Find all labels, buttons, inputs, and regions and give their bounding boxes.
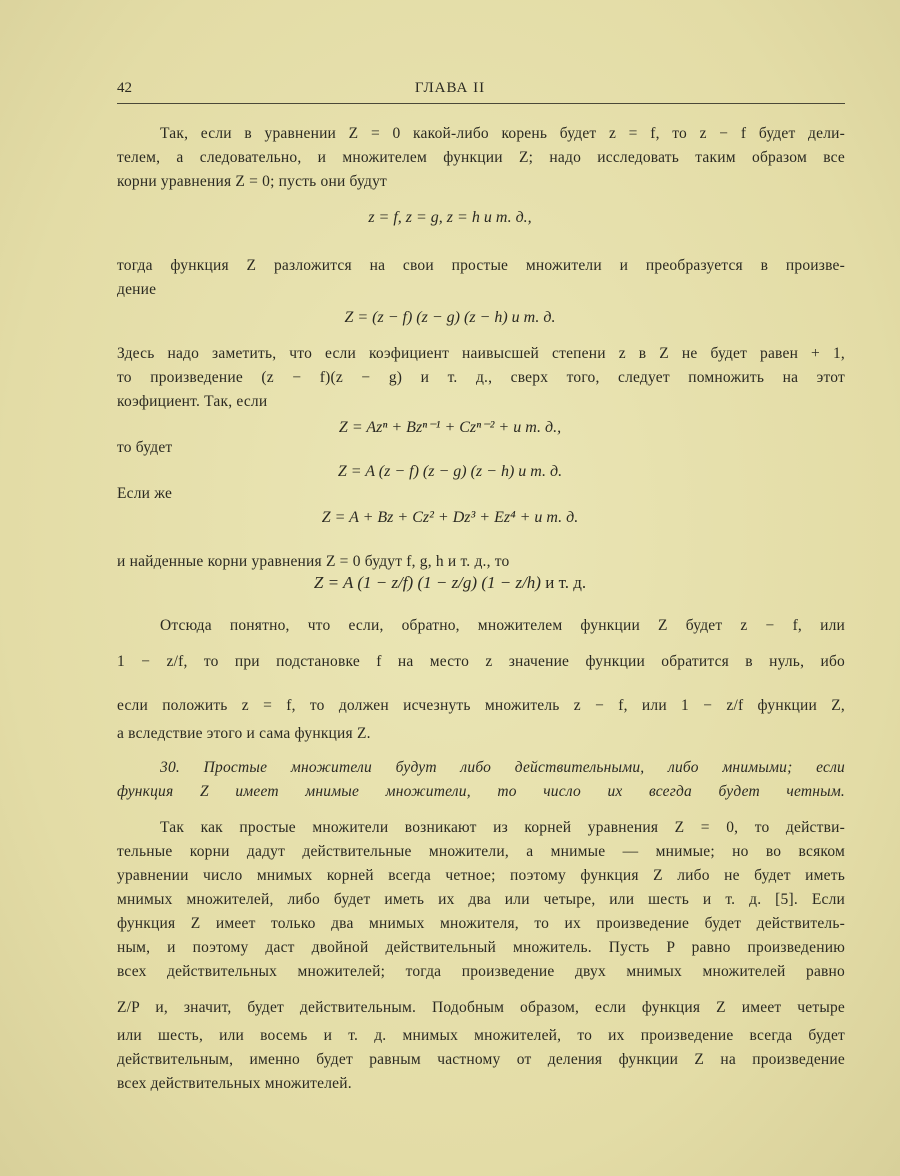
page-number: 42: [117, 80, 132, 96]
text-line: корни уравнения Z = 0; пусть они будут: [117, 173, 388, 190]
text-line: Так, если в уравнении Z = 0 какой-либо корень будет z = f, то z − f будет дели-: [160, 125, 845, 142]
text-line: всех действительных множителей; тогда произведение двух мнимых множителей равно: [117, 963, 845, 980]
text-line: действительным, именно будет равным частному от деления функции Z на произведение: [117, 1051, 845, 1068]
text-line: Если же: [117, 485, 173, 502]
text-line: тогда функция Z разложится на свои простые множители и преобразуется в произве-: [117, 257, 845, 274]
formula: [0, 568, 900, 598]
text-line: и найденные корни уравнения Z = 0 будут f, g, h и т. д., то: [117, 553, 510, 570]
text-line: телем, а следовательно, и множителем функции Z; надо исследовать таким образом все: [117, 149, 845, 166]
text-line: то будет: [117, 439, 173, 456]
formula: Z = A (z − f) (z − g) (z − h) и т. д.: [337, 463, 563, 480]
formula: Z = Azⁿ + Bzⁿ⁻¹ + Czⁿ⁻² + и т. д.,: [338, 419, 562, 436]
text-line: мнимых множителей, либо будет иметь их два или четыре, или шесть и т. д. [5]. Если: [117, 891, 845, 908]
formula: Z = A + Bz + Cz² + Dz³ + Ez⁴ + и т. д.: [321, 509, 579, 526]
formula: z = f, z = g, z = h и т. д.,: [368, 209, 532, 226]
text-line: коэфициент. Так, если: [117, 393, 268, 410]
theorem-line: функция Z имеет мнимые множители, то число их всегда будет четным.: [117, 783, 845, 800]
text-line: дение: [117, 281, 157, 298]
text-line: Здесь надо заметить, что если коэфициент наивысшей степени z в Z не будет равен + 1,: [117, 345, 845, 362]
formula: Z = (z − f) (z − g) (z − h) и т. д.: [344, 309, 556, 326]
text-line: а вследствие этого и сама функция Z.: [117, 725, 371, 742]
text-line: ным, и поэтому даст двойной действительный множитель. Пусть P равно произведению: [117, 939, 845, 956]
text-line: если положить z = f, то должен исчезнуть множитель z − f, или 1 − z/f функции Z,: [117, 697, 845, 714]
text-line: функция Z имеет только два мнимых множителя, то их произведение будет действитель-: [117, 915, 845, 932]
theorem-line: 30. Простые множители будут либо действительными, либо мнимыми; если: [160, 759, 845, 776]
header-rule: [117, 103, 845, 104]
formula-factor: (1 − z/h): [481, 573, 541, 592]
text-line: тельные корни дадут действительные множители, а мнимые — мнимые; но во всяком: [117, 843, 845, 860]
text-line: или шесть, или восемь и т. д. мнимых множителей, то их произведение всегда будет: [117, 1027, 845, 1044]
text-line: Отсюда понятно, что если, обратно, множителем функции Z будет z − f, или: [160, 617, 845, 634]
formula-tail: и т. д.: [545, 573, 587, 592]
chapter-header: ГЛАВА II: [414, 80, 486, 96]
text-line: 1 − z/f, то при подстановке f на место z значение функции обратится в нуль, ибо: [117, 653, 845, 670]
text-line: всех действительных множителей.: [117, 1075, 352, 1092]
text-line: то произведение (z − f)(z − g) и т. д., сверх того, следует помножить на этот: [117, 369, 845, 386]
formula-factor: (1 − z/f): [357, 573, 414, 592]
text-line: Так как простые множители возникают из корней уравнения Z = 0, то действи-: [160, 819, 845, 836]
text-line: уравнении число мнимых корней всегда четное; поэтому функция Z либо не будет иметь: [117, 867, 845, 884]
formula-factor: (1 − z/g): [417, 573, 478, 592]
formula-lead: Z = A: [313, 573, 354, 592]
text-line: Z/P и, значит, будет действительным. Подобным образом, если функция Z имеет четыре: [117, 999, 845, 1016]
